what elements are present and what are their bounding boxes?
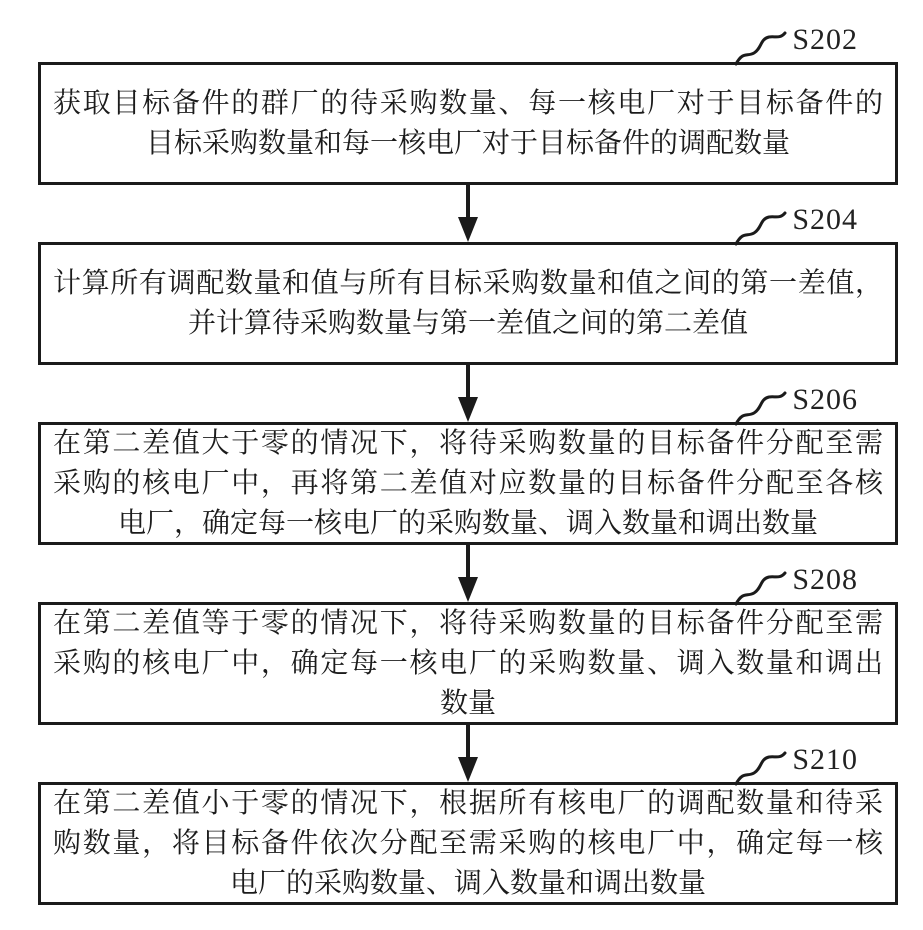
step-gap-1	[38, 0, 898, 62]
step-text-line: 电厂，确定每一核电厂的采购数量、调入数量和调出数量	[117, 507, 818, 539]
step-box-s210	[38, 782, 898, 905]
step-text-line: 在第二差值小于零的情况下，根据所有核电厂的调配数量和待采	[53, 787, 883, 819]
step-label: S204	[792, 203, 858, 236]
leader-squiggle-icon	[734, 30, 788, 66]
step-gap-5	[38, 725, 898, 782]
step-text-line: 电厂的采购数量、调入数量和调出数量	[229, 867, 706, 899]
step-box-s208	[38, 602, 898, 725]
step-text-line: 数量	[439, 687, 496, 719]
step-box-s206	[38, 422, 898, 545]
leader-squiggle-icon	[734, 390, 788, 426]
down-arrow-icon	[454, 545, 482, 602]
step-text-line: 并计算待采购数量与第一差值之间的第二差值	[187, 307, 748, 339]
step-text-line: 计算所有调配数量和值与所有目标采购数量和值之间的第一差值，	[53, 267, 883, 299]
step-text-line: 目标采购数量和每一核电厂对于目标备件的调配数量	[145, 127, 790, 159]
step-text-line: 采购的核电厂中，再将第二差值对应数量的目标备件分配至各核	[53, 467, 883, 499]
down-arrow-icon	[454, 185, 482, 242]
step-label: S206	[792, 383, 858, 416]
step-box-s202	[38, 62, 898, 185]
leader-squiggle-icon	[734, 570, 788, 606]
leader-squiggle-icon	[734, 750, 788, 786]
step-label: S202	[792, 23, 858, 56]
step-box-s204	[38, 242, 898, 365]
step-gap-2	[38, 185, 898, 242]
step-label: S210	[792, 743, 858, 776]
down-arrow-icon	[454, 725, 482, 782]
step-text-line: 在第二差值等于零的情况下，将待采购数量的目标备件分配至需	[53, 607, 883, 639]
step-text-line: 采购的核电厂中，确定每一核电厂的采购数量、调入数量和调出	[53, 647, 883, 679]
down-arrow-icon	[454, 365, 482, 422]
step-gap-4	[38, 545, 898, 602]
step-gap-3	[38, 365, 898, 422]
step-text-line: 购数量，将目标备件依次分配至需采购的核电厂中，确定每一核	[53, 827, 883, 859]
step-text-line: 获取目标备件的群厂的待采购数量、每一核电厂对于目标备件的	[53, 87, 883, 119]
leader-squiggle-icon	[734, 210, 788, 246]
step-text-line: 在第二差值大于零的情况下，将待采购数量的目标备件分配至需	[53, 427, 883, 459]
step-label: S208	[792, 563, 858, 596]
